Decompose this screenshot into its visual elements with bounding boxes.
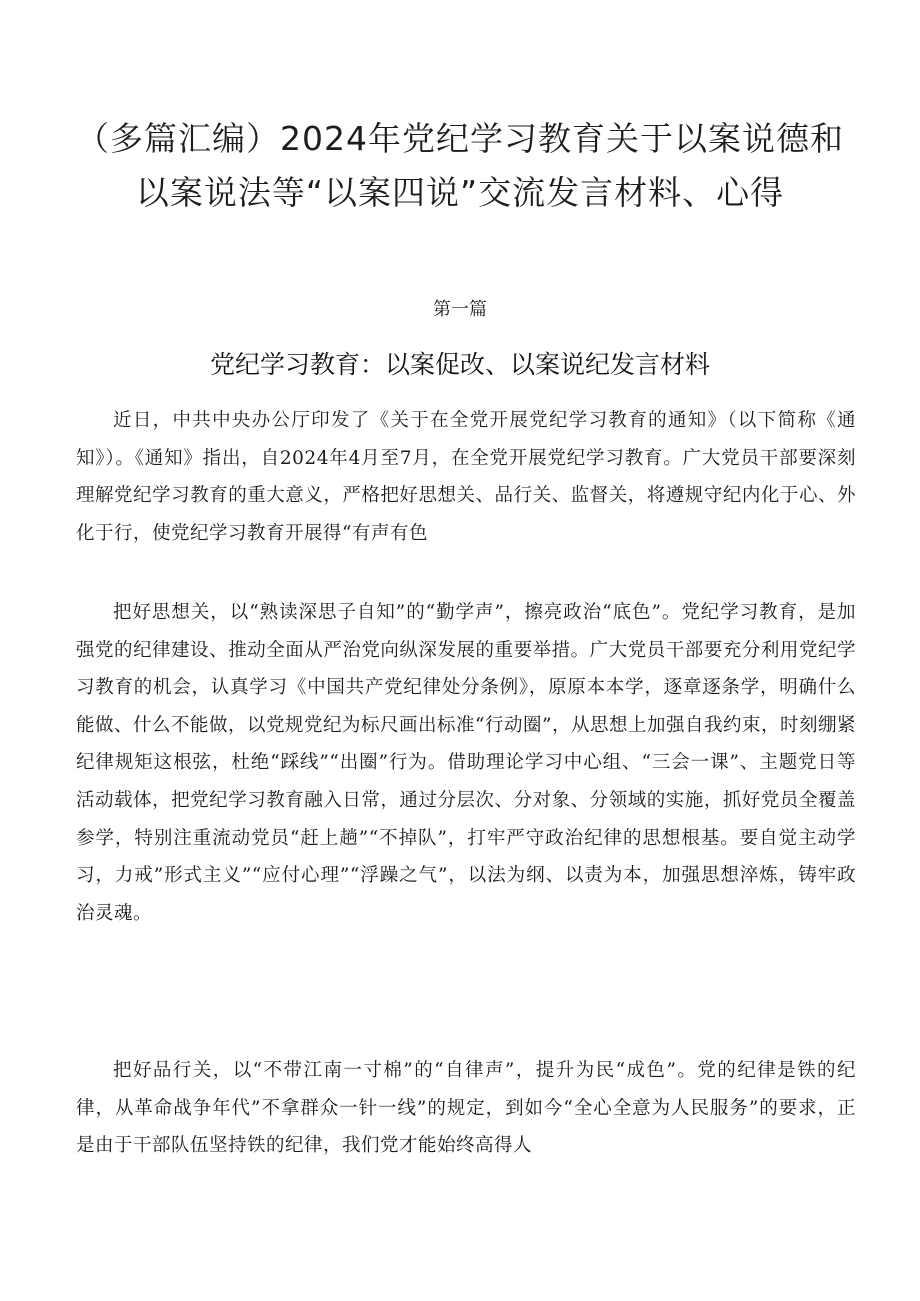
body-paragraph: 把好思想关，以“熟读深思子自知”的“勤学声”，擦亮政治“底色”。党纪学习教育，是加强党的纪律建设、推动全面从严治党向纵深发展的重要举措。广大党员干部要充分利用党纪学习教育的机会，认真学习《中国共产党纪律处分条例》，原原本本学，逐章逐条学，明确什么能做、什么不能做，以党规党纪为标尺画出标准“行动圈”，从思想上加强自我约束，时刻绷紧纪律规矩这根弦，杜绝“踩线”“出圈”行为。借助理论学习中心组、“三会一课”、主题党日等活动载体，把党纪学习教育融入日常，通过分层次、分对象、分领域的实施，抓好党员全覆盖参学，特别注重流动党员“赶上趟”“不掉队”，打牢严守政治纪律的思想根基。要自觉主动学习，力戒”形式主义”“应付心理”“浮躁之气”，以法为纲、以责为本，加强思想淬炼，铸牢政治灵魂。 [76, 602, 856, 924]
body-paragraph: 把好品行关，以“不带江南一寸棉”的“自律声”，提升为民“成色”。党的纪律是铁的纪律，从革命战争年代”不拿群众一针一线”的规定，到如今“全心全意为人民服务”的要求，正是由于干部队伍坚持铁的纪律，我们党才能始终高得人 [76, 1060, 856, 1157]
document-title-line-1: （多篇汇编）2024年党纪学习教育关于以案说德和 [76, 119, 844, 158]
document-title [60, 112, 860, 220]
body-paragraph: 近日，中共中央办公厅印发了《关于在全党开展党纪学习教育的通知》（以下简称《通知》）。《通知》指出，自2024年4月至7月，在全党开展党纪学习教育。广大党员干部要深刻理解党纪学习教育的重大意义，严格把好思想关、品行关、监督关，将遵规守纪内化于心、外化于行，使党纪学习教育开展得“有声有色 [76, 410, 856, 544]
section-label: 第一篇 [433, 299, 487, 320]
section-heading: 党纪学习教育：以案促改、以案说纪发言材料 [209, 350, 710, 379]
document-title-line-2: 以案说法等“以案四说”交流发言材料、心得 [135, 173, 785, 212]
